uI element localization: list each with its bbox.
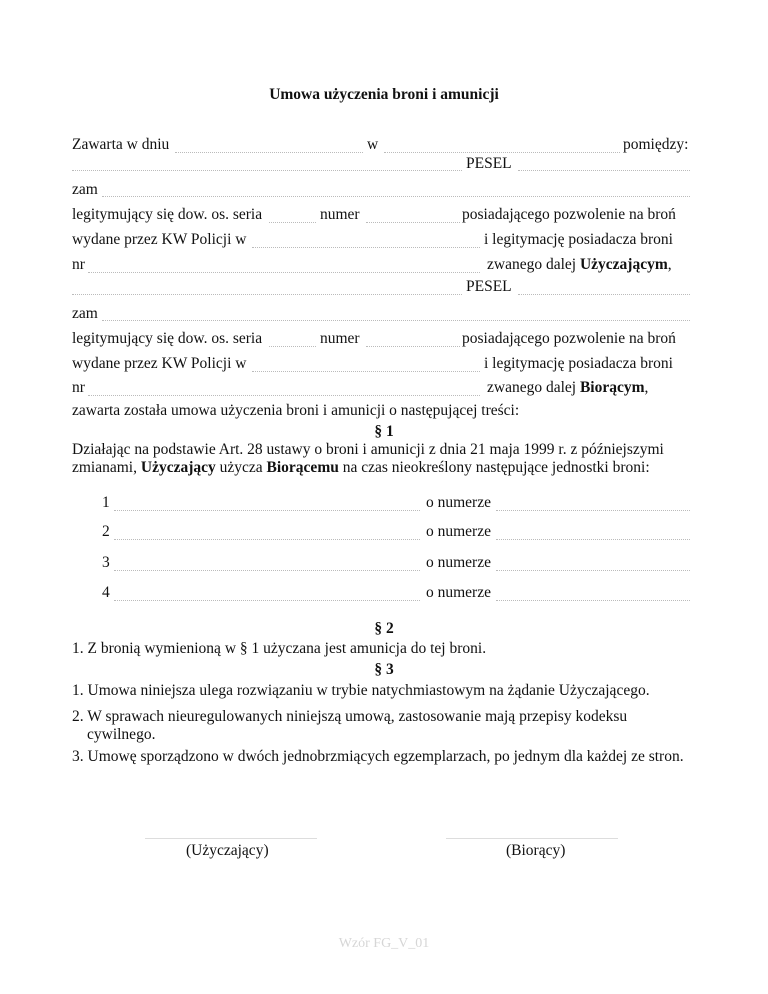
document-title: Umowa użyczenia broni i amunicji	[269, 86, 499, 103]
party2-role: Biorącym	[579, 379, 645, 396]
signature-label-lender: (Użyczający)	[186, 842, 269, 859]
zawarta-label: Zawarta w dniu	[72, 136, 170, 153]
party1-issued-label: wydane przez KW Policji w	[72, 231, 247, 248]
footer-template-id: Wzór FG_V_01	[338, 936, 430, 951]
party2-name-line[interactable]	[72, 294, 462, 295]
weapon-item-serial-line[interactable]	[496, 570, 690, 571]
party1-nr-line[interactable]	[88, 272, 480, 273]
weapon-item-name-line[interactable]	[114, 539, 420, 540]
date-field-line[interactable]	[175, 152, 363, 153]
party2-card-label: i legitymację posiadacza broni	[484, 355, 673, 372]
weapon-item-serial-label: o numerze	[426, 494, 491, 511]
signature-line-lender[interactable]	[145, 838, 317, 839]
party2-pesel-line[interactable]	[518, 294, 690, 295]
weapon-item-name-line[interactable]	[114, 510, 420, 511]
party2-id-number-line[interactable]	[366, 346, 460, 347]
section3-point: 3. Umowę sporządzono w dwóch jednobrzmiących egzemplarzach, po jednym dla każdej ze stron.	[72, 748, 684, 765]
party1-id-number-line[interactable]	[366, 222, 460, 223]
w-label: w	[367, 136, 379, 153]
party1-card-label: i legitymację posiadacza broni	[484, 231, 673, 248]
weapon-item-num: 2	[102, 523, 110, 540]
party2-issued-line[interactable]	[252, 371, 480, 372]
section3-point: 1. Umowa niniejsza ulega rozwiązaniu w trybie natychmiastowym na żądanie Użyczającego.	[72, 682, 650, 699]
party1-numer-label: numer	[320, 206, 360, 223]
party2-address-line[interactable]	[102, 320, 690, 321]
party1-id-series-line[interactable]	[269, 222, 316, 223]
party2-pesel-label: PESEL	[466, 278, 512, 295]
section3-heading: § 3	[374, 661, 394, 678]
weapon-item-name-line[interactable]	[114, 570, 420, 571]
party2-permit-label: posiadającego pozwolenie na broń	[462, 330, 676, 347]
weapon-item-name-line[interactable]	[114, 600, 420, 601]
party1-address-line[interactable]	[102, 196, 690, 197]
party1-named-label: zwanego dalej Użyczającym,	[487, 256, 672, 273]
party2-nr-label: nr	[72, 379, 85, 396]
section1-heading: § 1	[374, 423, 394, 440]
place-field-line[interactable]	[384, 152, 620, 153]
weapon-item-serial-label: o numerze	[426, 523, 491, 540]
signature-line-borrower[interactable]	[446, 838, 618, 839]
party1-pesel-label: PESEL	[466, 155, 512, 172]
party1-zam-label: zam	[72, 181, 98, 198]
section3-point: 2. W sprawach nieuregulowanych niniejszą umową, zastosowanie mają przepisy kodeksu cywilnego.	[72, 708, 628, 743]
party1-permit-label: posiadającego pozwolenie na broń	[462, 206, 676, 223]
weapon-item-serial-label: o numerze	[426, 584, 491, 601]
party1-name-line[interactable]	[72, 170, 462, 171]
party2-numer-label: numer	[320, 330, 360, 347]
weapon-item-serial-line[interactable]	[496, 600, 690, 601]
section2-heading: § 2	[374, 620, 394, 637]
party2-zam-label: zam	[72, 305, 98, 322]
party2-id-series-line[interactable]	[269, 346, 316, 347]
party2-issued-label: wydane przez KW Policji w	[72, 355, 247, 372]
party1-issued-line[interactable]	[252, 247, 480, 248]
section1-text: Działając na podstawie Art. 28 ustawy o broni i amunicji z dnia 21 maja 1999 r. z późniejszymi zmianami, Użyczający użycza Biorącemu na czas nieokreślony następujące jednostki broni:	[72, 441, 664, 476]
weapon-item-serial-label: o numerze	[426, 554, 491, 571]
weapon-item-serial-line[interactable]	[496, 539, 690, 540]
party1-role: Użyczającym	[579, 256, 668, 273]
party1-nr-label: nr	[72, 256, 85, 273]
weapon-item-num: 4	[102, 584, 110, 601]
party2-named-label: zwanego dalej Biorącym,	[487, 379, 649, 396]
intro-text: zawarta została umowa użyczenia broni i amunicji o następującej treści:	[72, 402, 520, 419]
party1-pesel-line[interactable]	[518, 170, 690, 171]
signature-label-borrower: (Biorący)	[506, 842, 566, 859]
weapon-item-num: 1	[102, 494, 110, 511]
party2-id-label: legitymujący się dow. os. seria	[72, 330, 263, 347]
weapon-item-serial-line[interactable]	[496, 510, 690, 511]
party1-id-label: legitymujący się dow. os. seria	[72, 206, 263, 223]
party2-nr-line[interactable]	[88, 395, 480, 396]
pomiedzy-label: pomiędzy:	[623, 136, 689, 153]
weapon-item-num: 3	[102, 554, 110, 571]
section2-text: 1. Z bronią wymienioną w § 1 użyczana jest amunicja do tej broni.	[72, 640, 487, 657]
